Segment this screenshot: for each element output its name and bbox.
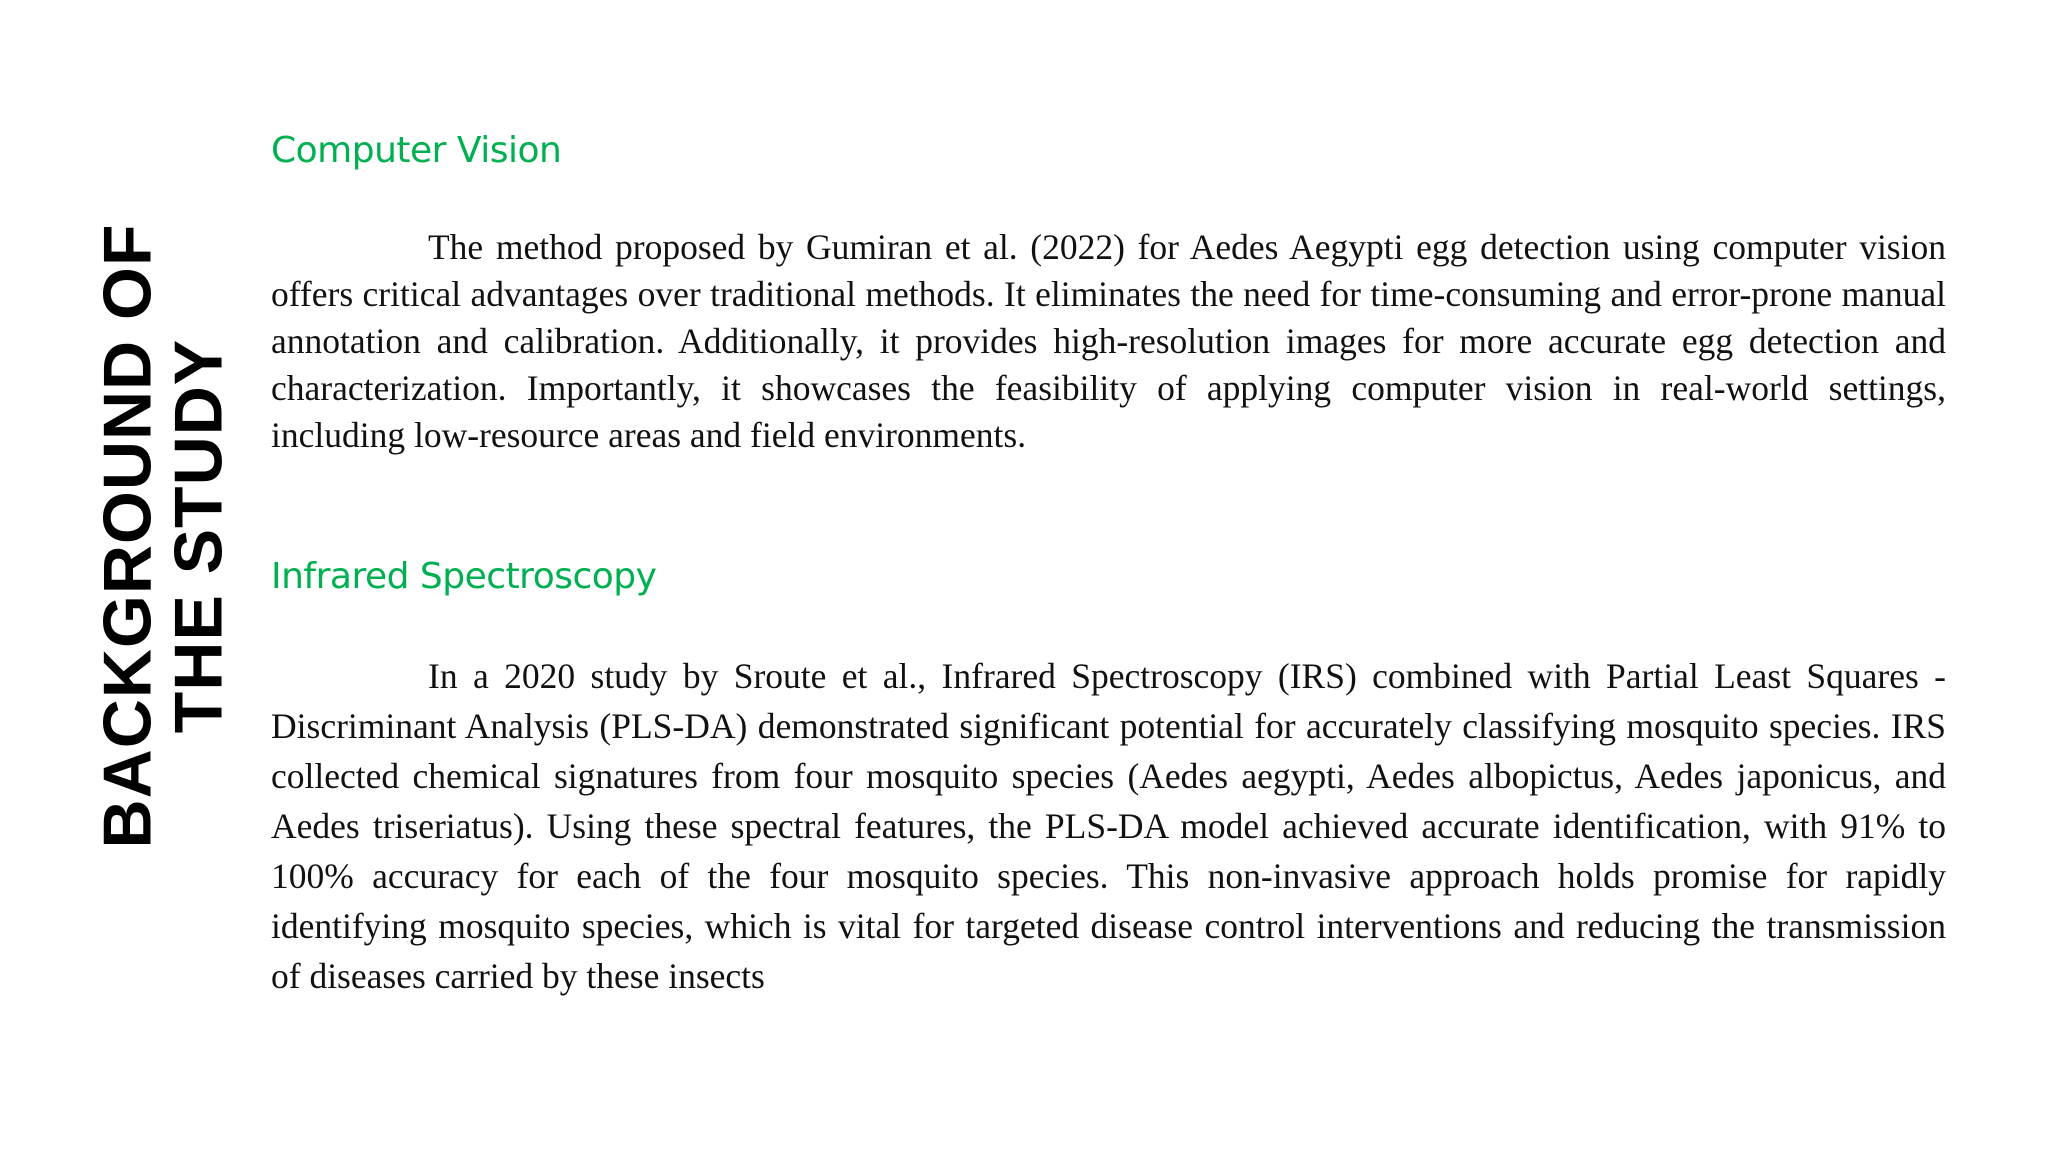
section-body-computer-vision: The method proposed by Gumiran et al. (2022) for Aedes Aegypti egg detection using computer vision offers critical advantages over traditional methods. It eliminates the need for time-consuming and error-prone manual annotation and calibration. Additionally, it provides high-resolution images for more accurate egg detection and characterization. Importantly, it showcases the feasibility of applying computer vision in real-world settings, including low-resource areas and field environments. xyxy=(271,227,1946,455)
section-heading-computer-vision: Computer Vision xyxy=(271,130,562,171)
section-body-infrared-spectroscopy: In a 2020 study by Sroute et al., Infrared Spectroscopy (IRS) combined with Partial Least Squares - Discriminant Analysis (PLS-DA) demonstrated significant potential for accurately classifying mosquito species. IRS collected chemical signatures from four mosquito species (Aedes aegypti, Aedes albopictus, Aedes japonicus, and Aedes triseriatus). Using these spectral features, the PLS-DA model achieved accurate identification, with 91% to 100% accuracy for each of the four mosquito species. This non-invasive approach holds promise for rapidly identifying mosquito species, which is vital for targeted disease control interventions and reducing the transmission of diseases carried by these insects xyxy=(271,656,1946,996)
section-heading-infrared-spectroscopy: Infrared Spectroscopy xyxy=(271,556,657,597)
slide-title xyxy=(89,176,237,896)
slide-title-line-2: THE STUDY xyxy=(161,338,237,734)
slide-title-line-1: BACKGROUND OF xyxy=(89,223,166,849)
